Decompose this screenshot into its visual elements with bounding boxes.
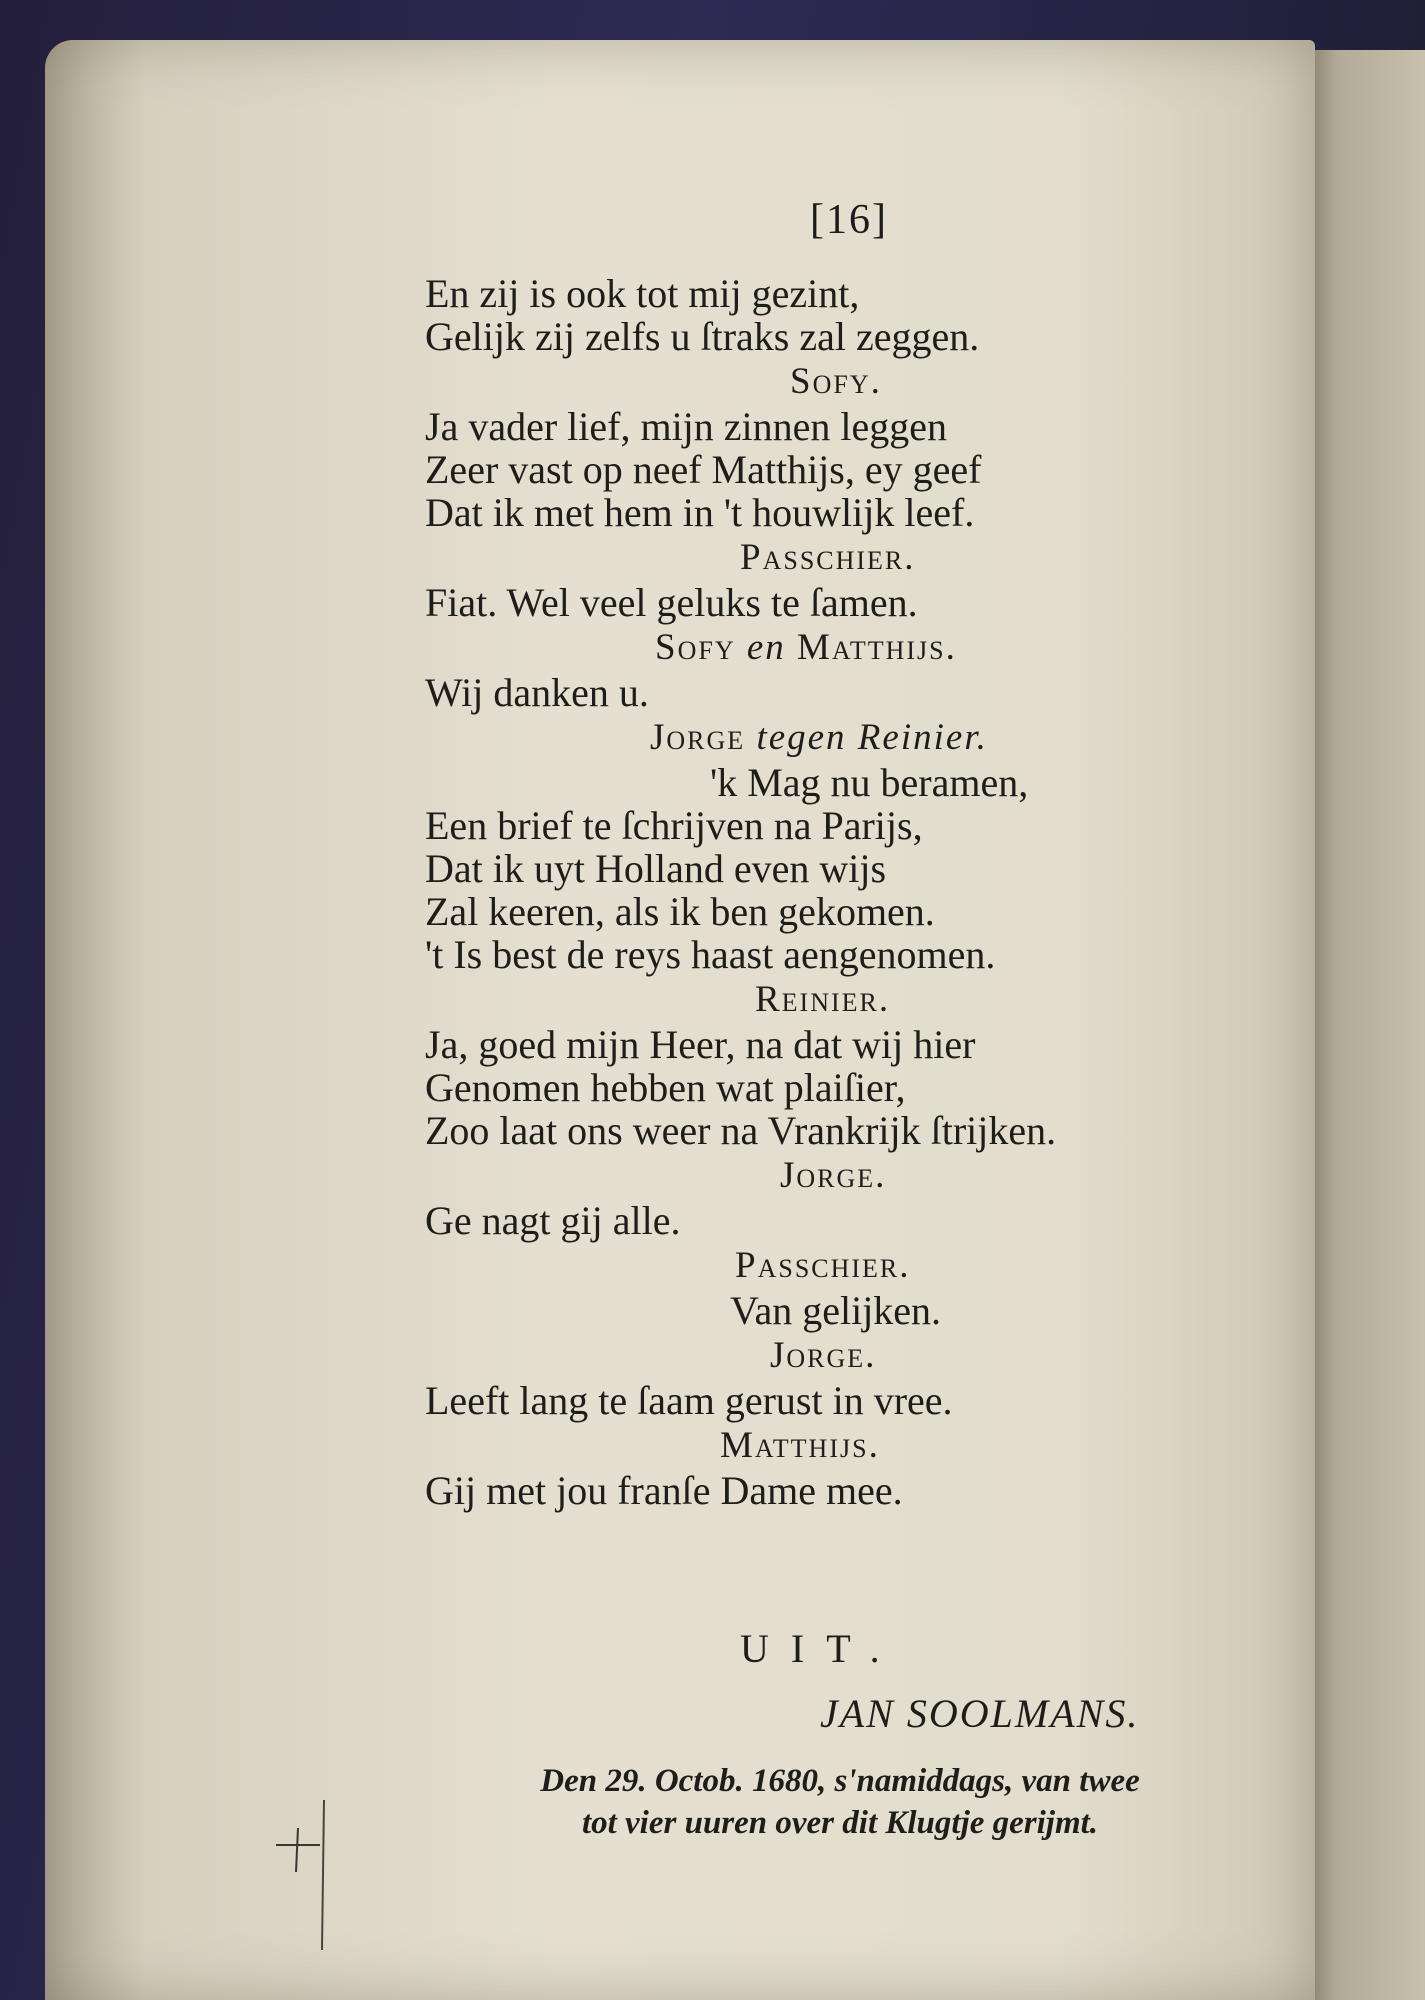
facing-page-edge <box>1300 50 1425 2000</box>
verse-line: Wij danken u. <box>425 670 649 715</box>
verse-line: Zal keeren, als ik ben gekomen. <box>425 889 935 934</box>
verse-line: Leeft lang te ſaam gerust in vree. <box>425 1378 953 1423</box>
verse-line: Van gelijken. <box>730 1288 942 1333</box>
speaker-heading: Matthijs. <box>720 1425 880 1466</box>
verse-line: Fiat. Wel veel geluks te ſamen. <box>425 580 918 625</box>
verse-line: Genomen hebben wat plaiſier, <box>425 1065 906 1110</box>
speaker-heading: Jorge. <box>780 1155 887 1196</box>
speaker-heading: Jorge. <box>770 1335 877 1376</box>
verse-line: 'k Mag nu beramen, <box>710 760 1029 805</box>
verse-line: Gij met jou franſe Dame mee. <box>425 1468 903 1513</box>
play-text <box>425 272 1245 1512</box>
colophon <box>420 1760 1260 1844</box>
verse-line: Ge nagt gij alle. <box>425 1198 681 1243</box>
verse-line: Dat ik uyt Holland even wijs <box>425 846 887 891</box>
end-marker: UIT. <box>740 1626 902 1671</box>
speaker-heading: Passchier. <box>735 1245 911 1286</box>
verse-line: Gelijk zij zelfs u ſtraks zal zeggen. <box>425 314 980 359</box>
speaker-heading: Passchier. <box>740 537 916 578</box>
verse-line: Zoo laat ons weer na Vrankrijk ſtrijken. <box>425 1108 1057 1153</box>
verse-line: Zeer vast op neef Matthijs, ey geef <box>425 447 982 492</box>
pencil-cross-mark <box>272 1800 332 1960</box>
verse-line: Ja vader lief, mijn zinnen leggen <box>425 404 948 449</box>
speaker-heading: Sofy en Matthijs. <box>655 627 957 668</box>
colophon-line-2: tot vier uuren over dit Klugtje gerijmt. <box>581 1805 1099 1841</box>
speaker-heading: Jorge tegen Reinier. <box>650 717 988 758</box>
verse-line: 't Is best de reys haast aengenomen. <box>425 932 996 977</box>
author-signature: JAN SOOLMANS. <box>820 1691 1140 1736</box>
colophon-line-1: Den 29. Octob. 1680, s'namiddags, van twee <box>540 1763 1140 1799</box>
speaker-heading: Sofy. <box>790 361 882 402</box>
verse-line: En zij is ook tot mij gezint, <box>425 271 860 316</box>
speaker-heading: Reinier. <box>755 979 891 1020</box>
verse-line: Dat ik met hem in 't houwlijk leef. <box>425 490 975 535</box>
verse-line: Een brief te ſchrijven na Parijs, <box>425 803 923 848</box>
verse-line: Ja, goed mijn Heer, na dat wij hier <box>425 1022 976 1067</box>
page-number: [16] <box>810 197 888 243</box>
